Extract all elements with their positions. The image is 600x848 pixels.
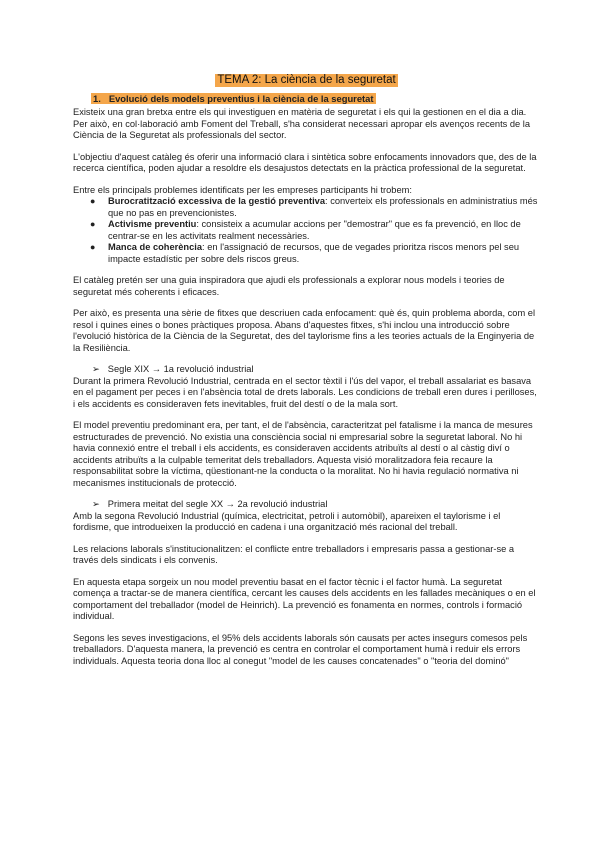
document-title: TEMA 2: La ciència de la seguretat <box>217 74 396 86</box>
paragraph-absence-model: El model preventiu predominant era, per tant, el de l'absència, caracteritzat pel fatalisme i la manca de mesures estructurades de prevenció. No existia una consciència social ni empresarial sobre la seguretat laboral. No hi havia connexió entre el treball i els accidents, es consideraven accidents atribuïts al destí o al càstig diví o accidents atribuïts a la culpable temeritat dels treballadors. Aquesta visió moralitzadora feia recaure la responsabilitat sobre la víctima, qüestionant-ne la conducta o la moralitat. No hi havia regulació normativa ni mecanismes institucionals de protecció. <box>73 420 533 488</box>
subtitle-wrap <box>73 89 540 107</box>
paragraph-objective: L'objectiu d'aquest catàleg és oferir una informació clara i sintètica sobre enfocaments innovadors que, des de la recerca científica, poden ajudar a resoldre els desajustos detectats en la pràctica professional de la seguretat. <box>73 151 537 173</box>
list-item <box>73 219 540 242</box>
bullet-icon: ● <box>90 219 96 229</box>
paragraph-catalog-goal: El catàleg pretén ser una guia inspiradora que ajudi els professionals a explorar nous models i teories de seguretat més coherents i eficaces. <box>73 275 505 297</box>
bullet-term: Activisme preventiu <box>108 219 197 229</box>
paragraph-heinrich: Segons les seves investigacions, el 95% dels accidents laborals són causats per actes insegurs comesos pels treballadors. D'aquesta manera, la prevenció es centra en controlar el comportament humà i reduir els errors individuals. Aquesta teoria dona lloc al conegut "model de les causes concatenades" o "teoria del dominó" <box>73 632 528 666</box>
bullet-desc: : consisteix a acumular accions per "demostrar" que es fa prevenció, en lloc de centrar-se en les activitats realment necessàries. <box>108 219 521 241</box>
arrow-icon: ➢ <box>92 364 100 374</box>
section-subtitle <box>91 93 376 104</box>
paragraph-first-revolution: Durant la primera Revolució Industrial, centrada en el sector tèxtil i l'ús del vapor, el treball assalariat es basava en el pagament per peces i en l'absència total de drets laborals. Les condicions de treball eren dures i perilloses, i els accidents es consideraven fets inevitables, fruit del destí o de la mala sort. <box>73 375 537 409</box>
paragraph-problems-intro: Entre els principals problemes identificats per les empreses participants hi trobem: <box>73 184 412 195</box>
paragraph-labour-relations: Les relacions laborals s'institucionalitzen: el conflicte entre treballadors i empresaris passa a gestionar-se a través dels sindicats i els convenis. <box>73 543 515 565</box>
section-heading-20th-century <box>92 499 540 511</box>
bullet-desc: : converteix els professionals en administratius més que no pas en prevencionistes. <box>108 196 538 218</box>
paragraph-technical-model: En aquesta etapa sorgeix un nou model preventiu basat en el factor tècnic i el factor humà. La seguretat comença a tractar-se de manera científica, cercant les causes dels accidents en les fallades mecàniques o en el comportament del treballador (model de Heinrich). La prevenció es fonamenta en normes, controls i formació individual. <box>73 576 536 621</box>
list-item <box>73 242 540 265</box>
subtitle-text: Evolució dels models preventius i la ciència de la seguretat <box>108 93 374 104</box>
section-heading-19th-century <box>92 364 540 376</box>
arrow-icon: ➢ <box>92 499 100 509</box>
bullet-icon: ● <box>90 242 96 252</box>
problems-list <box>73 196 540 265</box>
bullet-icon: ● <box>90 196 96 206</box>
paragraph-structure: Per això, es presenta una sèrie de fitxes que descriuen cada enfocament: què és, quin problema aborda, com el resol i quines eines o bones pràctiques proposa. Abans d'aquestes fitxes, s'hi inclou una introducció sobre l'evolució històrica de la Ciència de la Seguretat, des del taylorisme fins a les teories actuals de la Enginyeria de la Resiliència. <box>73 308 536 353</box>
bullet-term: Burocratització excessiva de la gestió preventiva <box>108 196 326 206</box>
paragraph-intro: Existeix una gran bretxa entre els qui investiguen en matèria de seguretat i els qui la gestionen en el dia a dia. Per això, en col·laboració amb Foment del Treball, s'ha considerat necessari apropar els avenços recents de la Ciència de la Seguretat als professionals del sector. <box>73 107 531 140</box>
title-wrap <box>73 70 540 88</box>
bullet-term: Manca de coherència <box>108 242 203 252</box>
bullet-desc: : en l'assignació de recursos, que de vegades prioritza riscos menors pel seu impacte estadístic per sobre dels riscos greus. <box>108 242 520 264</box>
list-item <box>73 196 540 219</box>
section-heading-text: Segle XIX → 1a revolució industrial <box>107 364 254 374</box>
subtitle-number: 1. <box>93 93 101 104</box>
section-heading-text: Primera meitat del segle XX → 2a revolució industrial <box>107 499 328 509</box>
paragraph-second-revolution: Amb la segona Revolució Industrial (química, electricitat, petroli i automòbil), apareixen el taylorisme i el fordisme, que introdueixen la producció en cadena i una organització més racional del treball. <box>73 510 501 532</box>
